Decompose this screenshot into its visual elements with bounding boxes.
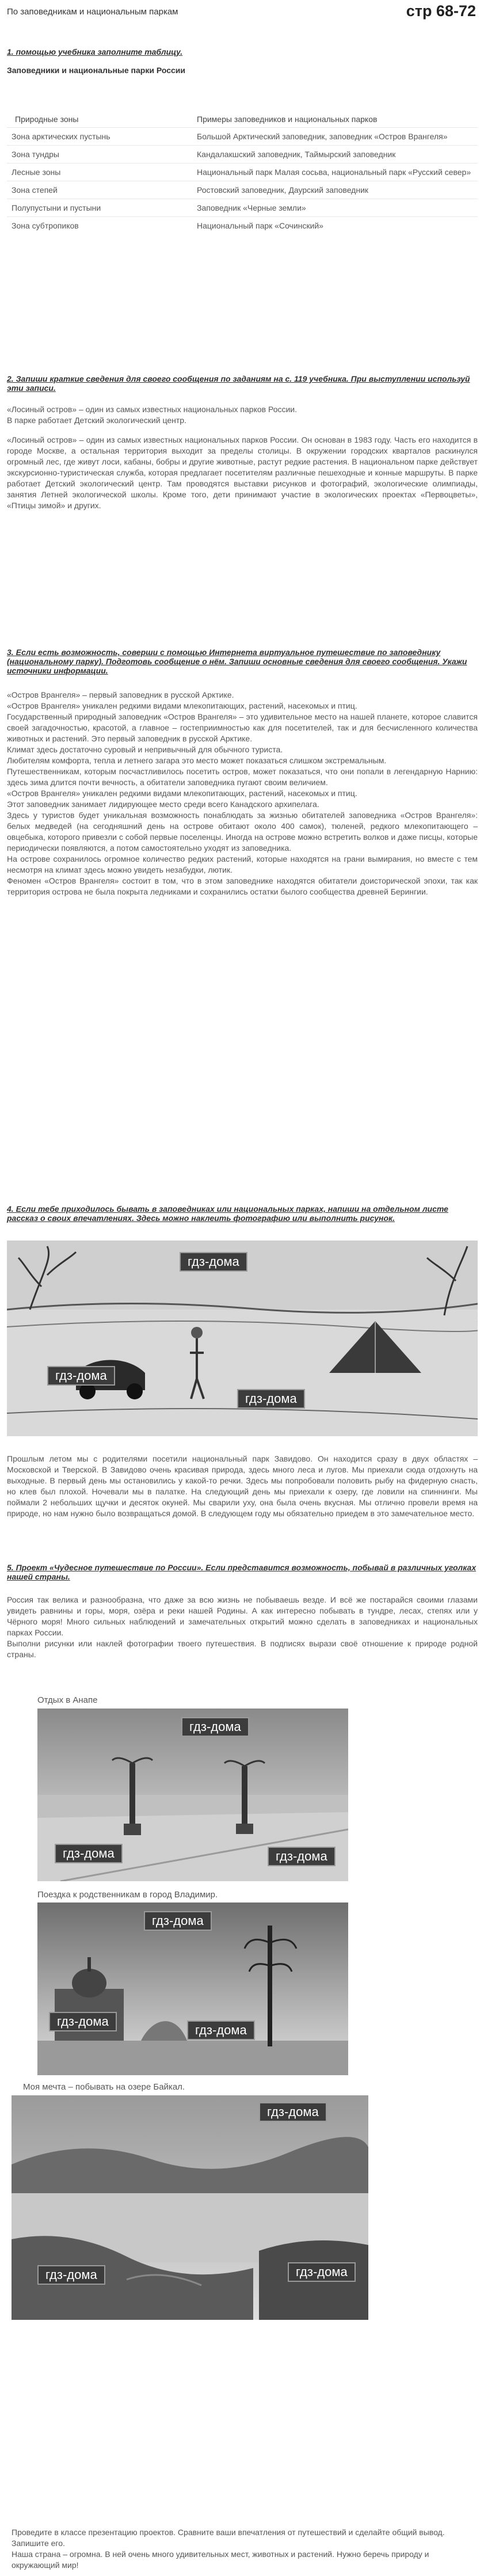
task4-story: Прошлым летом мы с родителями посетили национальный парк Завидово. Он находится сразу в двух областях – Московской и Тверской. В Завидово очень красивая природа, здесь много леса и лугов. Мы приехали сюда отдохнуть на выходные. В первый день мы остановились у какой-то речки. Здесь мы попробовали половить рыбу на фидерную снасть, но клев был плохой. Ночевали мы в палатке. На следующий день мы приехали к озеру, где ловили на спиннинги. Мы поймали 2 небольших щучки и десяток окуней. Мы сварили уху, она была очень вкусная. Мы отлично провели время на природе, но нам нужно было возвращаться домой. В следующем году мы обязательно приедем в это замечательное место. bbox=[7, 1454, 478, 1518]
task1-question: 1. помощью учебника заполните таблицу. bbox=[7, 47, 183, 56]
table-cell: Заповедник «Черные земли» bbox=[192, 199, 478, 217]
task5-paragraph: Выполни рисунки или наклей фотографии твоего путешествия. В подписях вырази своё отношение к природе родной страны. bbox=[7, 1639, 478, 1659]
table-cell: Зона степей bbox=[7, 181, 192, 199]
photo-caption: Отдых в Анапе bbox=[37, 1695, 98, 1705]
page-header-title: По заповедникам и национальным паркам bbox=[7, 7, 178, 17]
table-cell: Полупустыни и пустыни bbox=[7, 199, 192, 217]
photo-baikal bbox=[12, 2095, 368, 2320]
table-cell: Ростовский заповедник, Даурский заповедник bbox=[192, 181, 478, 199]
task3-line: Климат здесь достаточно суровый и непривычный для обычного туриста. bbox=[7, 745, 283, 754]
task3-question: 3. Если есть возможность, соверши с помощью Интернета виртуальное путешествие по заповеднику (национальному парку). Подготовь сообщение о нём. Запиши основные сведения для своего сообщения. Укажи источники информации. bbox=[7, 648, 467, 675]
task3-line: Феномен «Остров Врангеля» состоит в том, что в этом заповеднике находятся обитатели доисторической эпохи, так как территория острова не была покрыта ледниками и сохранились остатки былого сообщества древней Берингии. bbox=[7, 876, 478, 896]
photo-caption: Моя мечта – побывать на озере Байкал. bbox=[23, 2082, 185, 2092]
watermark: гдз-дома bbox=[144, 1911, 212, 1931]
task2-text bbox=[7, 404, 478, 511]
photo-baikal-scene bbox=[12, 2095, 368, 2320]
drawing-image bbox=[7, 1241, 478, 1436]
task3-line: На острове сохранилось огромное количество редких растений, которые находятся на грани вымирания, но вместе с тем несмотря на климат здесь можно увидеть незабудки, лютик. bbox=[7, 854, 478, 874]
task3-text bbox=[7, 690, 478, 897]
task2-paragraph: «Лосиный остров» – один из самых известных национальных парков России. Он основан в 1983 году. Часть его находится в городе Москве, а остальная территория выходит за пределы столицы. В окружении городских кварталов раскинулся огромный лес, где живут лоси, кабаны, бобры и другие животные, растут редкие растения. В национальном парке действует экскурсионно-туристическая служба, которая предлагает посетителям различные пешеходные и конные маршруты. В парке работает Детский экологический центр. Там проводятся выставки рисунков и фотографий, экологические олимпиады, занятия Летней экологической школы. Кроме того, дети принимают участие в экологических проектах «Первоцветы», «Птицы зимой» и других. bbox=[7, 435, 478, 510]
watermark: гдз-дома bbox=[37, 2265, 105, 2285]
task5-text bbox=[7, 1595, 478, 1660]
final-text bbox=[12, 2527, 478, 2571]
task3-line: Государственный природный заповедник «Остров Врангеля» – это удивительное место на нашей планете, которое славится своей загадочностью, красотой, а главное – гостеприимностью как для посетителей, так и для бесчисленного количества животных и растений. Это первый заповедник в русской Арктике. bbox=[7, 712, 478, 743]
task3-line: «Остров Врангеля» – первый заповедник в русской Арктике. bbox=[7, 690, 234, 699]
table-header-zone: Природные зоны bbox=[15, 115, 79, 124]
table-cell: Национальный парк Малая сосьва, национальный парк «Русский север» bbox=[192, 163, 478, 181]
zones-table bbox=[7, 111, 478, 234]
watermark: гдз-дома bbox=[187, 2021, 255, 2040]
photo-vladimir bbox=[37, 1902, 348, 2075]
watermark: гдз-дома bbox=[55, 1844, 123, 1863]
task1-subtitle: Заповедники и национальные парки России bbox=[7, 66, 185, 75]
table-cell: Национальный парк «Сочинский» bbox=[192, 217, 478, 235]
watermark: гдз-дома bbox=[47, 1366, 115, 1386]
task3-line: Путешественникам, которым посчастливилось посетить остров, может показаться, что они попали в легендарную Нарнию: здесь зима длится почти вечность, а обитатели заповедника пугают своим величием. bbox=[7, 767, 478, 787]
task3-line: Любителям комфорта, тепла и летнего загара это место может показаться слишком экстремальным. bbox=[7, 756, 387, 765]
task5-paragraph: Россия так велика и разнообразна, что даже за всю жизнь не побываешь везде. И всё же постарайся своими глазами увидеть равнины и горы, моря, озёра и реки нашей Родины. А как интересно побывать в тундре, лесах, степях или у Чёрного моря! Много сильных наблюдений и замечательных открытий можно сделать в заповедниках и национальных парках России. bbox=[7, 1595, 478, 1637]
task2-paragraph: В парке работает Детский экологический центр. bbox=[7, 416, 186, 425]
table-cell: Кандалакшский заповедник, Таймырский заповедник bbox=[192, 146, 478, 163]
table-header-examples: Примеры заповедников и национальных парков bbox=[197, 115, 378, 124]
table-cell: Зона тундры bbox=[7, 146, 192, 163]
final-paragraph: Проведите в классе презентацию проектов. Сравните ваши впечатления от путешествий и сделайте общий вывод. Запишите его. bbox=[12, 2528, 445, 2548]
table-cell: Большой Арктический заповедник, заповедник «Остров Врангеля» bbox=[192, 128, 478, 146]
watermark: гдз-дома bbox=[181, 1717, 249, 1737]
watermark: гдз-дома bbox=[237, 1389, 305, 1409]
task4-question: 4. Если тебе приходилось бывать в заповедниках или национальных парках, напиши на отдельном листе рассказ о своих впечатлениях. Здесь можно наклеить фотографию или выполнить рисунок. bbox=[7, 1204, 448, 1223]
watermark: гдз-дома bbox=[49, 2012, 117, 2031]
photo-anapa bbox=[37, 1709, 348, 1881]
watermark: гдз-дома bbox=[180, 1252, 247, 1272]
table-cell: Лесные зоны bbox=[7, 163, 192, 181]
task3-line: Здесь у туристов будет уникальная возможность понаблюдать за жизнью обитателей заповедника «Остров Врангеля»: белых медведей (на сегодняшний день на острове обитают около 400 самок), тюленей, редкого млекопитающего – овцебыка, которого привезли с собой первые поселенцы. Иногда на острове можно встретить волков и даже писцы, которые периодически появляются, а потом самостоятельно уходят из заповедника. bbox=[7, 811, 478, 853]
task5-question: 5. Проект «Чудесное путешествие по России». Если представится возможность, побывай в различных уголках нашей страны. bbox=[7, 1563, 477, 1581]
table-cell: Зона субтропиков bbox=[7, 217, 192, 235]
watermark: гдз-дома bbox=[288, 2262, 356, 2282]
final-paragraph: Наша страна – огромна. В ней очень много удивительных мест, животных и растений. Нужно беречь природу и окружающий мир! bbox=[12, 2550, 429, 2570]
task3-line: «Остров Врангеля» уникален редкими видами млекопитающих, растений, насекомых и птиц. bbox=[7, 701, 357, 710]
task2-paragraph: «Лосиный остров» – один из самых известных национальных парков России. bbox=[7, 405, 298, 414]
page-number-ref: стр 68-72 bbox=[406, 2, 476, 20]
watermark: гдз-дома bbox=[259, 2102, 327, 2122]
table-cell: Зона арктических пустынь bbox=[7, 128, 192, 146]
task3-line: «Остров Врангеля» уникален редкими видами млекопитающих, растений, насекомых и птиц. bbox=[7, 789, 357, 798]
watermark: гдз-дома bbox=[268, 1847, 336, 1866]
task2-question: 2. Запиши краткие сведения для своего сообщения по заданиям на с. 119 учебника. При выступлении используй эти записи. bbox=[7, 374, 470, 393]
photo-caption: Поездка к родственникам в город Владимир. bbox=[37, 1890, 218, 1900]
task3-line: Этот заповедник занимает лидирующее место среди всего Канадского архипелага. bbox=[7, 800, 319, 809]
